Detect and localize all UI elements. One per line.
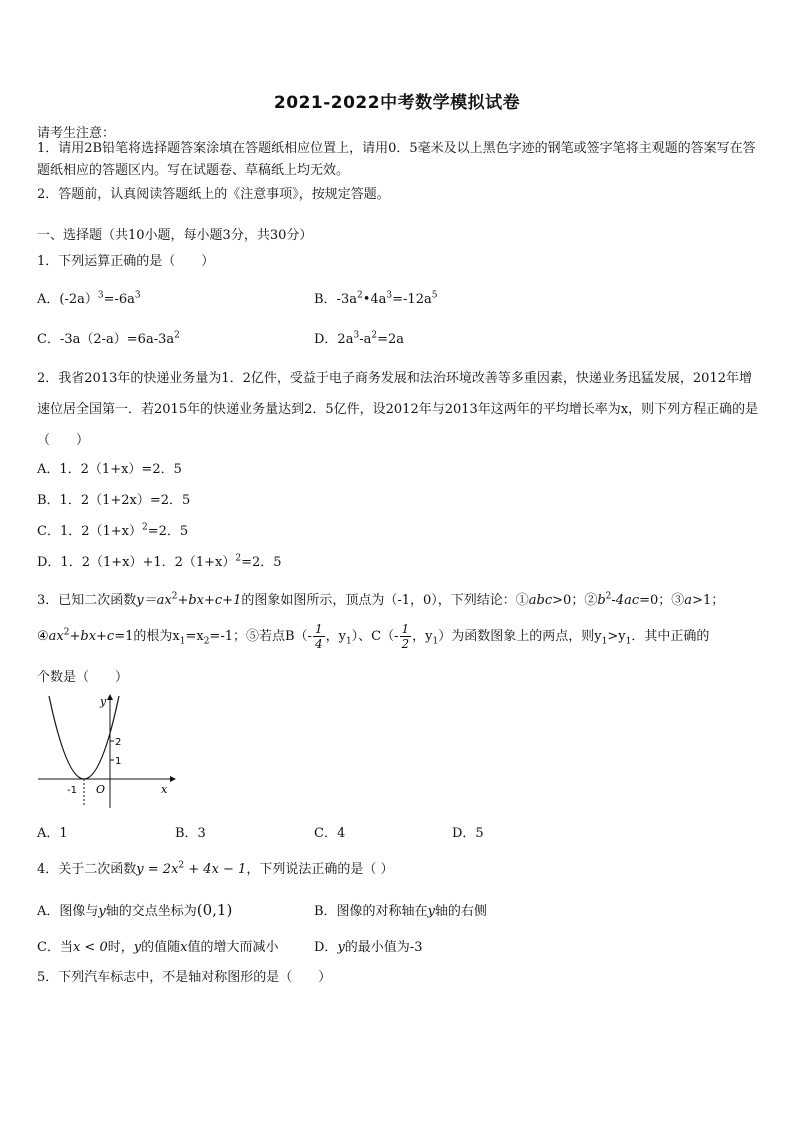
q3-option-d: D．5 [452,826,484,841]
y-axis-arrow [107,694,113,700]
q1-option-d: D．$2a^3-a^2=2a$ [314,330,404,347]
q4-stem: 4．关于二次函数$y = 2x^2 + 4x - 1$，下列说法正确的是（ ） [37,860,394,877]
q4-option-a: A．图像与y轴的交点坐标为(0,1) [37,901,233,919]
notice-heading: 请考生注意： [37,126,116,141]
q1-option-c: C．$-3a(2-a)=6a-3a^2$ [37,330,180,347]
q2-option-c: C．1．$2(1+x)^2=2$．5 [37,522,189,539]
q3-line-2: $④ax^2+bx+c=1$的根为$x_1=x_2=-1$；⑤若点B（- $\frac{1}{4}$ ，$y_1$）、C（- $\frac{1}{2}$ ，$y_1$）为函数图象上的两点，则$y_1>y_1$．其中正确的 [37,622,710,651]
notice-item-2: 2．答题前，认真阅读答题纸上的《注意事项》，按规定答题。 [37,187,390,202]
q4-option-c: C．当x < 0时，y的值随x值的增大而减小 [37,940,279,955]
q2-option-a: A．1．2（1+x）=2．5 [37,462,182,477]
x-axis-arrow [170,776,176,782]
tick-label-neg1: -1 [67,785,77,796]
parabola-curve [49,696,122,779]
notice-item-1: 1．请用2B铅笔将选择题答案涂填在答题纸相应位置上，请用0．5毫米及以上黑色字迹的钢笔或签字笔将主观题的答案写在答题纸相应的答题区内。写在试题卷、草稿纸上均无效。 [37,141,756,178]
fraction-half: $\frac{1}{2}$ [401,622,410,651]
q3-line-1: 3．已知二次函数$y=ax^2+bx+c+1$的图象如图所示，顶点为（-1，0），下列结论：①abc>0；$②b^2-4ac=0$；③a>1； [37,591,725,608]
section-heading: 一、选择题（共10小题，每小题3分，共30分） [37,228,313,243]
q2-stem: 2．我省2013年的快递业务量为1．2亿件，受益于电子商务发展和法治环境改善等多重因素，快递业务迅猛发展，2012年增速位居全国第一．若2015年的快递业务量达到2．5亿件，设2012年与2013年这两年的平均增长率为x，则下列方程正确的是（ ） [37,371,759,448]
q4-option-d: D．y的最小值为-3 [314,940,423,955]
origin-label: O [96,783,106,796]
q3-option-a: A．1 [37,826,68,841]
y-label: y [100,695,107,708]
tick-label-2: 2 [115,737,122,748]
q2-option-d: D．1．2（1+x）+1．$2(1+x)^2=2$．5 [37,553,282,570]
q1-option-a: A．$(-2a)^3=-6a^3$ [37,290,141,307]
page-title: 2021-2022中考数学模拟试卷 [273,93,521,113]
x-label: x [161,783,168,796]
q1-stem: 1．下列运算正确的是（ ） [37,254,215,269]
q3-option-b: B．3 [175,826,206,841]
fraction-quarter: $\frac{1}{4}$ [314,622,323,651]
q3-option-c: C．4 [314,826,346,841]
q4-option-b: B．图像的对称轴在y轴的右侧 [314,904,487,919]
parabola-graph [36,690,176,812]
q5-stem: 5．下列汽车标志中，不是轴对称图形的是（ ） [37,970,332,985]
tick-label-1: 1 [115,756,122,767]
q3-line-3: 个数是（ ） [37,670,129,685]
q2-option-b: B．1．2（1+2x）=2．5 [37,493,191,508]
q1-option-b: B．$-3a^2•4a^3=-12a^5$ [314,290,438,307]
